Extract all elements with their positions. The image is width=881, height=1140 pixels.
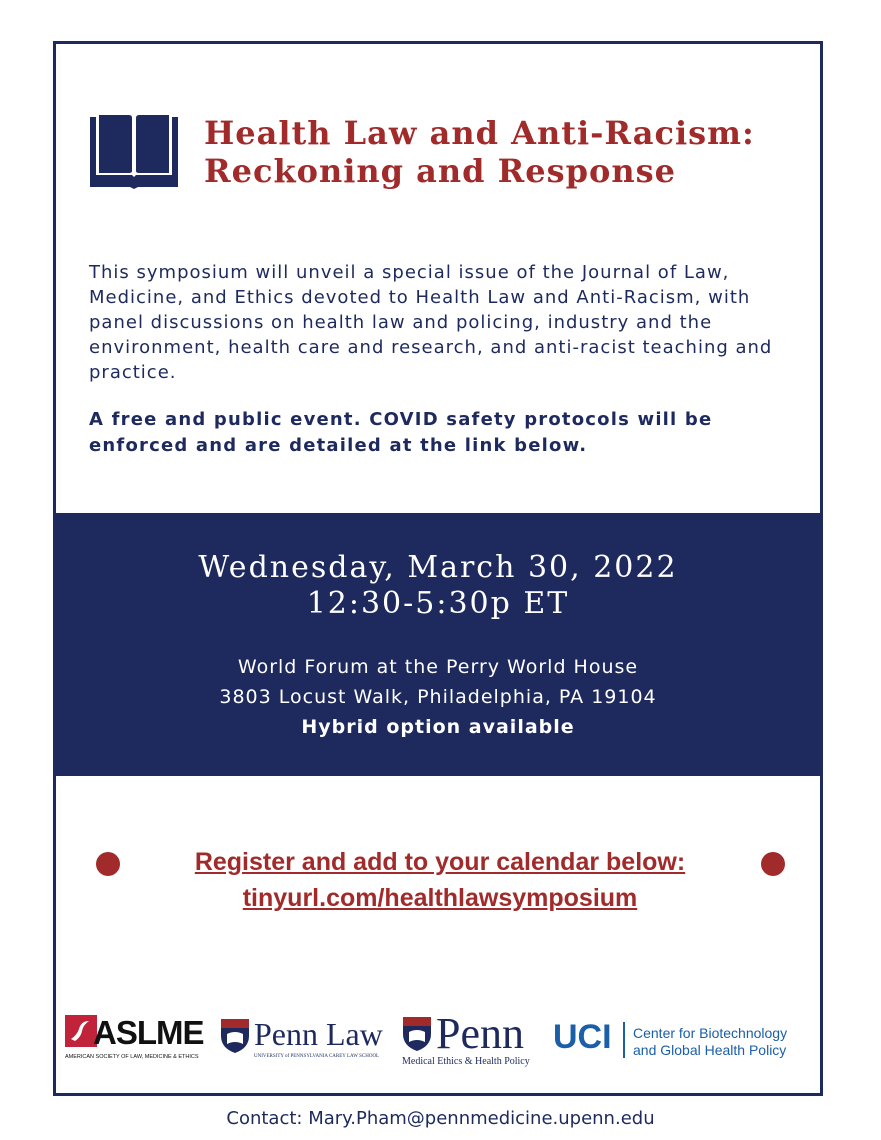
penn-medical-ethics-logo bbox=[400, 1009, 540, 1070]
bullet-right-icon bbox=[761, 852, 785, 876]
title-line-2: Reckoning and Response bbox=[204, 152, 676, 190]
uci-logo bbox=[553, 1012, 823, 1070]
venue-name: World Forum at the Perry World House bbox=[237, 656, 639, 678]
book-icon bbox=[88, 113, 180, 189]
penn-shield-icon bbox=[220, 1018, 250, 1054]
penn-subtitle: Medical Ethics & Health Policy bbox=[402, 1056, 530, 1067]
aslme-logo bbox=[65, 1012, 215, 1070]
register-link[interactable] bbox=[120, 844, 760, 916]
penn-wordmark: Penn bbox=[436, 1009, 524, 1058]
hybrid-option: Hybrid option available bbox=[301, 716, 575, 738]
uci-subtitle bbox=[633, 1025, 787, 1059]
register-url[interactable]: tinyurl.com/healthlawsymposium bbox=[242, 884, 638, 912]
event-time: 12:30-5:30p ET bbox=[306, 586, 570, 621]
event-details-band bbox=[53, 513, 823, 776]
event-venue bbox=[53, 652, 823, 742]
register-line-1[interactable]: Register and add to your calendar below: bbox=[194, 848, 686, 876]
event-description: This symposium will unveil a special issue of the Journal of Law, Medicine, and Ethics devoted to Health Law and Anti-Racism, with panel discussions on health law and policing, industry and the environment, health care and research, and anti-racist teaching and practice. bbox=[89, 262, 773, 383]
penn-law-subtitle: UNIVERSITY of PENNSYLVANIA CAREY LAW SCHOOL bbox=[254, 1054, 380, 1059]
uci-wordmark: UCI bbox=[553, 1018, 612, 1056]
uci-divider bbox=[623, 1022, 625, 1058]
uci-subtitle-line-1: Center for Biotechnology bbox=[633, 1025, 788, 1041]
venue-address: 3803 Locust Walk, Philadelphia, PA 19104 bbox=[219, 686, 657, 708]
title-line-1: Health Law and Anti-Racism: bbox=[204, 114, 755, 152]
penn-law-logo bbox=[220, 1012, 390, 1070]
event-date: Wednesday, March 30, 2022 bbox=[198, 550, 678, 585]
aslme-subtitle: AMERICAN SOCIETY OF LAW, MEDICINE & ETHICS bbox=[65, 1054, 199, 1060]
contact-info[interactable]: Contact: Mary.Pham@pennmedicine.upenn.edu bbox=[226, 1108, 655, 1129]
event-note: A free and public event. COVID safety protocols will be enforced and are detailed at the link below. bbox=[89, 409, 713, 456]
event-title bbox=[204, 114, 755, 190]
penn-shield-icon bbox=[402, 1016, 432, 1052]
bullet-left-icon bbox=[96, 852, 120, 876]
penn-law-wordmark: Penn Law bbox=[254, 1016, 383, 1052]
aslme-wordmark: ASLME bbox=[93, 1014, 204, 1051]
uci-subtitle-line-2: and Global Health Policy bbox=[633, 1042, 787, 1058]
